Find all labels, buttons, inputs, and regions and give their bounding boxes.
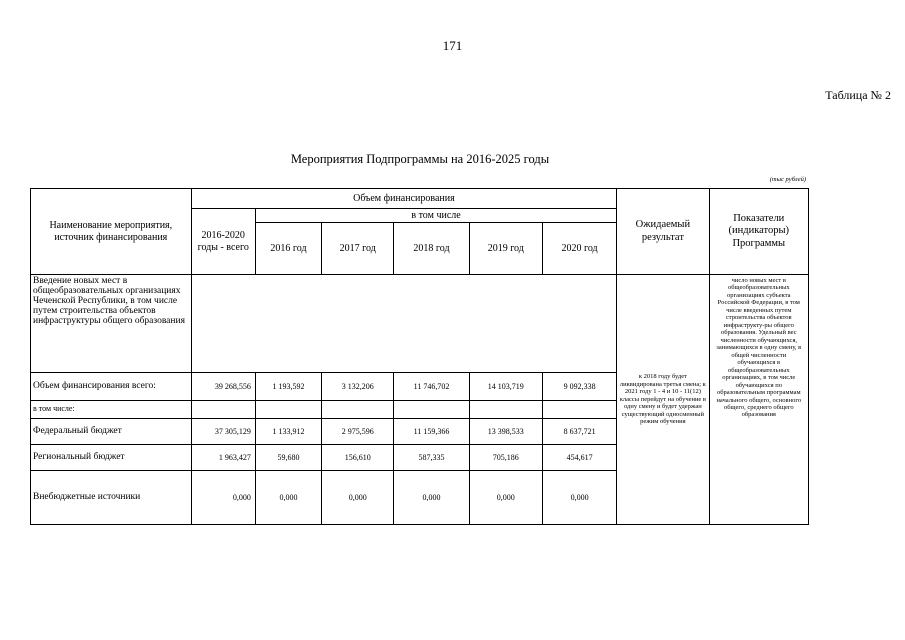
cell-2018: 0,000 (394, 471, 469, 525)
header-financing-volume: Объем финансирования (191, 189, 617, 209)
cell-total: 0,000 (191, 471, 255, 525)
header-year-2017: 2017 год (322, 223, 394, 275)
cell-2017: 3 132,206 (322, 373, 394, 401)
cell-2017: 0,000 (322, 471, 394, 525)
cell-total: 37 305,129 (191, 419, 255, 445)
expected-result-text: к 2018 году будет ликвидирована третья смена; к 2021 году 1 - 4 и 10 - 11(12) классы перейдут на обучение в одну смену и будет удержан существующий односменный режим обучения (617, 275, 709, 525)
header-year-2020: 2020 год (542, 223, 616, 275)
cell-2018: 11 159,366 (394, 419, 469, 445)
cell-2016: 0,000 (255, 471, 321, 525)
header-year-2016: 2016 год (255, 223, 321, 275)
cell-2020: 0,000 (542, 471, 616, 525)
cell-2018 (394, 401, 469, 419)
cell-2018: 587,335 (394, 445, 469, 471)
header-expected-result: Ожидаемый результат (617, 189, 709, 275)
cell-2020 (542, 401, 616, 419)
cell-2019: 14 103,719 (469, 373, 542, 401)
header-indicators: Показатели (индикаторы) Программы (709, 189, 808, 275)
cell-2019 (469, 401, 542, 419)
row-label: Региональный бюджет (31, 445, 192, 471)
cell-2020: 454,617 (542, 445, 616, 471)
units-note: (тыс рублей) (769, 176, 806, 183)
page-number: 171 (442, 38, 463, 53)
cell-total: 39 268,556 (191, 373, 255, 401)
cell-2019: 705,186 (469, 445, 542, 471)
event-empty-cells (191, 275, 617, 373)
row-label: в том числе: (31, 401, 192, 419)
row-label: Объем финансирования всего: (31, 373, 192, 401)
header-year-2019: 2019 год (469, 223, 542, 275)
cell-2017 (322, 401, 394, 419)
cell-2016: 1 193,592 (255, 373, 321, 401)
header-total-period: 2016-2020 годы - всего (191, 209, 255, 275)
header-name: Наименование мероприятия, источник финансирования (31, 189, 192, 275)
cell-2016 (255, 401, 321, 419)
cell-2019: 0,000 (469, 471, 542, 525)
cell-2019: 13 398,533 (469, 419, 542, 445)
row-label: Федеральный бюджет (31, 419, 192, 445)
table-label: Таблица № 2 (825, 88, 891, 102)
cell-2017: 156,610 (322, 445, 394, 471)
cell-2017: 2 975,596 (322, 419, 394, 445)
event-name: Введение новых мест в общеобразовательных организациях Чеченской Республики, в том числе путем строительства объектов инфраструктуры общего образования (31, 275, 192, 373)
financing-table (30, 188, 809, 525)
document-title: Мероприятия Подпрограммы на 2016-2025 годы (290, 152, 550, 166)
cell-2018: 11 746,702 (394, 373, 469, 401)
cell-2020: 9 092,338 (542, 373, 616, 401)
header-in-total: в том числе (255, 209, 616, 223)
cell-total: 1 963,427 (191, 445, 255, 471)
cell-total (191, 401, 255, 419)
header-year-2018: 2018 год (394, 223, 469, 275)
row-label: Внебюджетные источники (31, 471, 192, 525)
cell-2016: 1 133,912 (255, 419, 321, 445)
cell-2020: 8 637,721 (542, 419, 616, 445)
indicators-text: число новых мест в общеобразовательных организациях субъекта Российской Федерации, в том числе введенных путем строительства объектов инфраструкту-ры общего образования. Удельный вес численности обучающихся, занимающихся в одну смену, в общей численности обучающихся в общеобразовательных организациях, в том числе обучающихся по образовательным программам начального общего, основного общего, среднего общего образования (709, 275, 808, 525)
cell-2016: 59,680 (255, 445, 321, 471)
